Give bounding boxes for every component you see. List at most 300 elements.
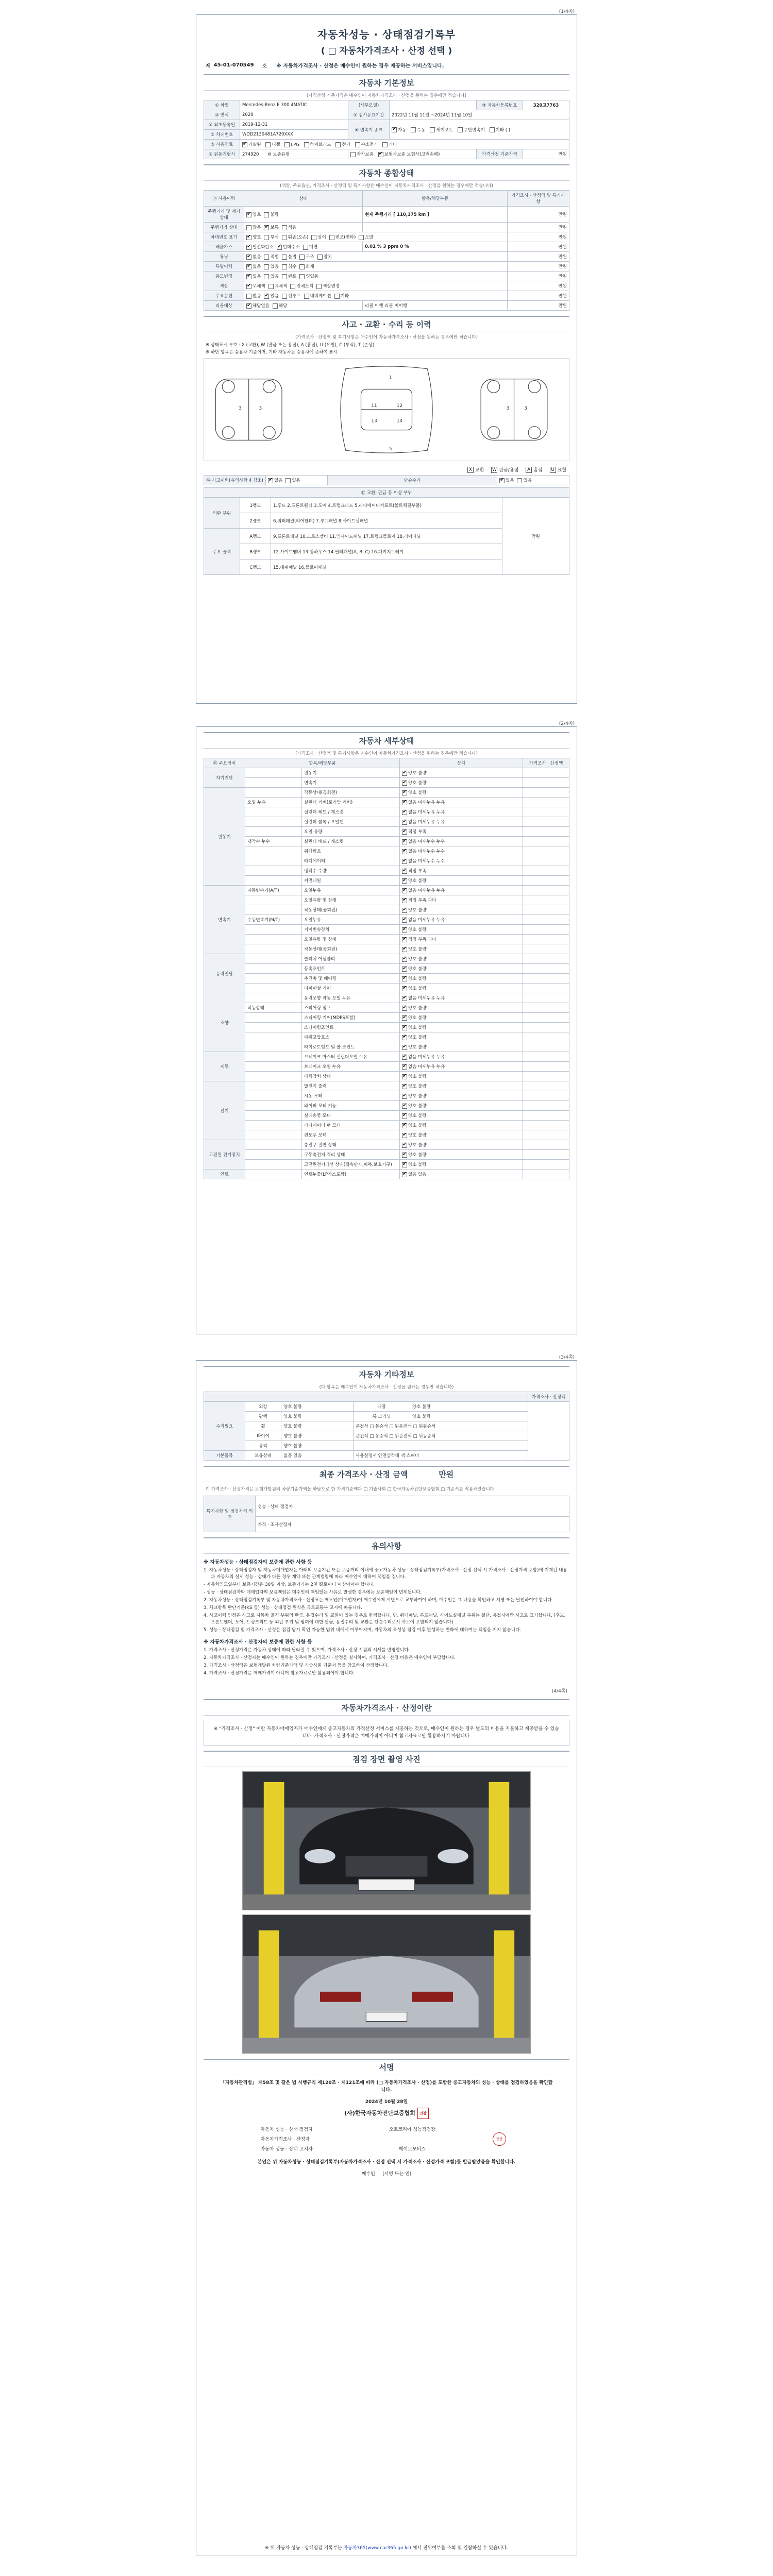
- first-reg-label: ⑤ 최초등록일: [204, 120, 240, 130]
- rank-table-header: ⑰ 교환, 판금 등 이상 부위: [204, 488, 569, 498]
- item-state: [400, 1160, 523, 1170]
- table-row: [204, 281, 569, 291]
- state-label: 없음 있음: [408, 1172, 427, 1177]
- state-label: 양호 불량: [408, 1035, 427, 1040]
- checkbox: [304, 294, 309, 299]
- inspection-valid-value: 2022년 11월 11일 ~2024년 11월 10일: [390, 110, 569, 120]
- item-name: 기어변속장치: [302, 925, 400, 935]
- checkbox: [282, 235, 287, 240]
- checkbox-checked: [402, 1113, 407, 1118]
- page-number: (2/4쪽): [559, 721, 575, 726]
- sub-label: [245, 1091, 302, 1101]
- option-label: 침수: [288, 264, 297, 269]
- option-label: 없음: [253, 294, 261, 299]
- section-title: 사고 · 교환 · 수리 등 이력: [204, 316, 569, 332]
- item-name: 오일유량 및 상태: [302, 935, 400, 944]
- svg-text:1: 1: [389, 375, 392, 381]
- option-label: 해당없음: [253, 303, 270, 309]
- checkbox-checked: [402, 1074, 407, 1079]
- checkbox-checked: [402, 937, 407, 942]
- svg-text:3: 3: [259, 406, 262, 411]
- row-label: 리콜대상: [204, 301, 244, 311]
- item-name: 실내송풍 모터: [302, 1111, 400, 1121]
- item-a: 타이어: [245, 1431, 281, 1441]
- header-notice: ※ 자동차가격조사 · 산정은 매수인이 원하는 경우 제공하는 서비스입니다.: [276, 63, 444, 69]
- state-label: 양호 불량: [408, 1045, 427, 1050]
- row-label: 주행거리 상태: [204, 223, 244, 232]
- checkbox: [246, 294, 251, 299]
- section-note: (색상, 주요옵션, 가격조사 · 산정액 및 특기사항은 매수인이 자동차가격조사 · 산정을 원하는 경우에만 적습니다): [280, 183, 493, 189]
- item-a-state: 양호 불량: [281, 1431, 354, 1441]
- state-label: 적정 부족 과다: [408, 937, 436, 942]
- page-3: [196, 1355, 577, 2555]
- sub-label: [245, 866, 302, 876]
- item-state: [400, 768, 523, 778]
- row-price: 만원: [508, 272, 569, 281]
- item-state: [400, 1101, 523, 1111]
- svg-text:3: 3: [506, 406, 510, 411]
- item-price: [523, 876, 569, 886]
- inspection-photo-rear: [242, 1914, 531, 2054]
- item-state: [400, 1003, 523, 1013]
- sub-label: [245, 964, 302, 974]
- row-label: 배출가스: [204, 242, 244, 252]
- checkbox-checked: [402, 771, 407, 776]
- table-row: [204, 1140, 569, 1150]
- sub-label: [245, 788, 302, 798]
- item-price: [523, 846, 569, 856]
- checkbox-checked: [402, 1025, 407, 1030]
- sub-label: [245, 1140, 302, 1150]
- checkbox-checked: [499, 478, 505, 483]
- checkbox: [304, 142, 309, 147]
- stamp-icon: 인장: [493, 2132, 506, 2146]
- checkbox-checked: [402, 1143, 407, 1148]
- item-b: 운전석 □ 동승석 □ 뒤운전석 □ 뒤동승석: [354, 1431, 528, 1441]
- section-note: (가격조사 · 산정액 및 특기사항은 매수인이 자동차가격조사 · 산정을 원하는 경우에만 적습니다): [295, 751, 478, 756]
- item-state: [400, 1013, 523, 1023]
- checkbox: [311, 235, 316, 240]
- checkbox: [264, 264, 269, 269]
- sub-label: [245, 993, 302, 1003]
- option-label: 영업용: [306, 274, 318, 279]
- checkbox-checked: [402, 1104, 407, 1109]
- page-number: (3/4쪽): [559, 1355, 575, 1360]
- option-label: 있음: [523, 478, 532, 483]
- item-price: [523, 1170, 569, 1179]
- col-header-price: 가격조사 · 산정액 및 특기사항: [508, 191, 569, 207]
- checkbox-checked: [402, 1035, 407, 1040]
- table-row: [204, 252, 569, 262]
- svg-text:5: 5: [389, 447, 392, 452]
- sub-label: [245, 954, 302, 964]
- section-title: 자동차가격조사 · 산정이란: [204, 1699, 569, 1716]
- checkbox-checked: [246, 235, 251, 240]
- state-label: 양호 불량: [408, 781, 427, 786]
- item-name: 워터펌프: [302, 846, 400, 856]
- legend-label: 판금/용접: [499, 468, 519, 473]
- table-row: [204, 993, 569, 1003]
- state-label: 양호 불량: [408, 878, 427, 884]
- checkbox-checked: [402, 800, 407, 805]
- option-label: 부식: [270, 235, 279, 240]
- unit-label: 고전원 전기장치: [204, 1140, 245, 1170]
- table-row: [204, 1072, 569, 1081]
- checkbox-checked: [402, 1153, 407, 1158]
- state-label: 양호 불량: [408, 967, 427, 972]
- checkbox: [382, 142, 388, 147]
- table-row: [204, 817, 569, 827]
- checkbox-checked: [246, 212, 251, 217]
- item-state: [400, 886, 523, 895]
- row-options: [244, 223, 363, 232]
- item-state: [400, 1170, 523, 1179]
- section-title: 최종 가격조사 · 산정 금액: [319, 1470, 408, 1479]
- row-label: 색상: [204, 281, 244, 291]
- opinion-inspector: 성능 · 상태 점검자 :: [256, 1496, 569, 1517]
- state-label: 양호 불량: [408, 1104, 427, 1109]
- engine-type-label: ⑨ 원동기형식: [204, 149, 240, 159]
- item-price: [523, 1150, 569, 1160]
- item-price: [523, 1130, 569, 1140]
- sub-label: [245, 935, 302, 944]
- unit-label: 조향: [204, 993, 245, 1052]
- checkbox-checked: [402, 947, 407, 952]
- table-row: [204, 915, 569, 925]
- sign-org: (사)한국자동차진단보증협회: [344, 2110, 415, 2116]
- sign-date: 2024년 10월 28일: [365, 2099, 408, 2105]
- option-label: 적음: [288, 225, 297, 230]
- option-label: 수소전기: [361, 142, 378, 147]
- checkbox-checked: [402, 976, 407, 981]
- sub-label: 작동상태: [245, 1003, 302, 1013]
- state-label: 없음 미세누수 누수: [408, 859, 445, 864]
- checkbox-checked: [402, 859, 407, 864]
- opinion-label: 특기사항 및 점검자의 의견: [204, 1496, 256, 1532]
- section-title: 점검 장면 촬영 사진: [204, 1751, 569, 1767]
- checkbox-checked: [402, 829, 407, 835]
- option-label: 하이브리드: [310, 142, 331, 147]
- checkbox-checked: [402, 1133, 407, 1138]
- item-name: 커먼레일: [302, 876, 400, 886]
- item-price: [523, 905, 569, 915]
- table-row: [204, 1431, 569, 1441]
- checkbox: [359, 235, 364, 240]
- state-label: 양호 불량: [408, 1133, 427, 1138]
- checkbox: [316, 284, 322, 289]
- inspection-valid-label: ④ 검사유효기간: [348, 110, 390, 120]
- checkbox-checked: [246, 284, 251, 289]
- model-year-label: ③ 연식: [204, 110, 240, 120]
- item-a-state: 양호 불량: [281, 1421, 354, 1431]
- table-row: [204, 846, 569, 856]
- caution-paragraph: 2. 자동차성능 · 상태점검기록부 및 자동차가격조사 · 산정표는 매도인(매매업자)이 매수인에게 서면으로 교부하여야 하며, 매수인은 그 내용을 확인하고 서명 또는 날인하여야 합니다.: [204, 1598, 553, 1603]
- checkbox-checked: [246, 303, 251, 309]
- row-options: [244, 301, 363, 311]
- unit-label: 연료: [204, 1170, 245, 1179]
- sub-label: [245, 895, 302, 905]
- caution-paragraph: 1. 자동차성능 · 상태점검자 및 자동차매매업자는 아래의 보증기간 또는 보증거리 이내에 중고자동차 성능 · 상태점검기록부(가격조사 · 산정 선택 시 가격조사 · 산정가격 포함)에 기재된 내용과 자동차의 실제 성능 · 상태가 다른 경우 계약 또는 관계법령에 따라 매수인에 대하여 책임을 집니다.: [204, 1568, 567, 1580]
- item-name: 작동상태(공회전): [302, 905, 400, 915]
- car-outline-icon: [204, 359, 569, 461]
- option-label: 자가보증: [357, 152, 374, 157]
- item-price: [523, 895, 569, 905]
- table-row: [204, 905, 569, 915]
- state-label: 양호 불량: [408, 1162, 427, 1167]
- checkbox-checked: [402, 878, 407, 884]
- final-price-title-row: [204, 1466, 569, 1482]
- svg-text:13: 13: [371, 418, 377, 424]
- opinion-appraiser: [256, 1517, 569, 1532]
- checkbox-checked: [402, 1084, 407, 1089]
- col-header-detail: 항목/해당부품: [363, 191, 508, 207]
- option-label: 네비게이션: [310, 294, 331, 299]
- row-options: [244, 232, 508, 242]
- doc-number-suffix: 호: [262, 63, 267, 69]
- option-label: 없음: [253, 264, 261, 269]
- row-label: 주행거리 및 계기상태: [204, 207, 244, 223]
- item-price: [523, 1111, 569, 1121]
- checkbox-checked: [402, 908, 407, 913]
- row-price: 만원: [508, 232, 569, 242]
- checkbox: [268, 284, 274, 289]
- checkbox: [490, 127, 495, 132]
- item-state: [400, 1111, 523, 1121]
- checkbox-checked: [402, 1015, 407, 1021]
- signer-label: 자동차 성능 · 상태 점검자: [260, 2127, 313, 2132]
- sub-label: [245, 974, 302, 984]
- option-label: 없음: [274, 478, 283, 483]
- state-label: 양호 불량: [408, 1113, 427, 1118]
- transmission-label: ⑥ 변속기 종류: [348, 120, 390, 140]
- state-label: 양호 불량: [408, 976, 427, 981]
- legend-item: [491, 466, 518, 473]
- sub-label: [245, 768, 302, 778]
- col-header-state: 상태: [400, 758, 523, 768]
- page-2: [196, 721, 577, 1334]
- option-label: 있음: [270, 294, 279, 299]
- table-row: [204, 856, 569, 866]
- buyer-sign: (서명 또는 인): [382, 2172, 412, 2177]
- state-label: 없음 미세누유 누유: [408, 1064, 445, 1070]
- legend-label: 교환: [475, 468, 484, 473]
- item-state: [400, 1150, 523, 1160]
- option-label: 보험사보증 보험사(고려손해): [384, 152, 440, 157]
- final-opinion-table: [204, 1496, 569, 1532]
- item-name: 냉각수 수량: [302, 866, 400, 876]
- sub-label: [245, 905, 302, 915]
- item-state: [400, 876, 523, 886]
- table-row: [204, 1013, 569, 1023]
- option-label: 도말: [365, 235, 374, 240]
- table-row: [204, 1412, 569, 1421]
- table-row: [204, 788, 569, 798]
- item-b: 내장: [354, 1402, 410, 1412]
- signer-label: 자동차 성능 · 상태 고지자: [260, 2147, 313, 2152]
- item-a-state: 없음 있음: [281, 1451, 354, 1461]
- checkbox: [517, 478, 522, 483]
- item-state: [400, 954, 523, 964]
- sub-label: [245, 1111, 302, 1121]
- option-label: 양호: [253, 235, 261, 240]
- row-label: 특별이력: [204, 262, 244, 272]
- option-label: 불법: [288, 255, 297, 260]
- checkbox: [430, 127, 435, 132]
- legend-label: 흠집: [533, 468, 543, 473]
- rank-price: 만원: [502, 498, 569, 575]
- item-b-empty: [354, 1441, 528, 1451]
- item-name: 와이퍼 모터 기능: [302, 1101, 400, 1111]
- buyer-line: [204, 2170, 569, 2177]
- item-state: [400, 1023, 523, 1032]
- checkbox: [335, 142, 341, 147]
- checkbox-checked: [277, 245, 282, 250]
- unit-label: 변속기: [204, 886, 245, 954]
- item-state: [400, 856, 523, 866]
- item-name: 디퍼렌셜 기어: [302, 984, 400, 993]
- item-price: [523, 788, 569, 798]
- final-price-unit: 만원: [439, 1470, 454, 1479]
- caution-paragraph: - 성능 · 상태점검자와 매매업자의 보증책임은 매수인의 책임있는 사유로 발생한 경우에는 보증책임이 면제됩니다.: [204, 1590, 422, 1595]
- inspection-photo-front: [242, 1771, 531, 1910]
- scratch-icon: A: [526, 467, 532, 473]
- item-price: [523, 1160, 569, 1170]
- item-name: 실린더 헤드 / 개스킷: [302, 807, 400, 817]
- checkbox-checked: [402, 996, 407, 1001]
- caution-heading-2: ※ 자동차가격조사 · 산정자의 보증에 관한 사항 등: [204, 1639, 312, 1645]
- sub-label: [245, 846, 302, 856]
- state-label: 양호 불량: [408, 1143, 427, 1148]
- final-price-desc: 이 가격조사 · 산정가격은 보험개발원의 차량기준가액을 바탕으로 한 가격기준액과 □ 기술사회 □ 한국자동차진단보증협회 □ 기준서를 적용하였습니다.: [206, 1487, 496, 1492]
- table-row: [204, 944, 569, 954]
- option-label: 렌트: [288, 274, 297, 279]
- checkbox: [350, 152, 356, 157]
- col-header-item: ⑪ 사용이력: [204, 191, 244, 207]
- item-price: [523, 1140, 569, 1150]
- doc-no-label: 제: [206, 63, 211, 69]
- item-a: 휠: [245, 1421, 281, 1431]
- item-state: [400, 1072, 523, 1081]
- row-options: [244, 252, 508, 262]
- item-price: [523, 817, 569, 827]
- item-state: [400, 964, 523, 974]
- rank-label: C랭크: [240, 560, 271, 575]
- item-name: 스티어링조인트: [302, 1023, 400, 1032]
- state-label: 적정 부족: [408, 829, 427, 835]
- checkbox-checked: [402, 810, 407, 815]
- warranty-options: [348, 149, 477, 159]
- caution-paragraph: 1. 가격조사 · 산정가격은 자동차 상태에 따라 달라질 수 있으며, 가격조사 · 산정 시점의 시세를 반영합니다.: [204, 1648, 410, 1653]
- item-name: 클러치 어셈블리: [302, 954, 400, 964]
- option-label: 선루프: [288, 294, 301, 299]
- row-detail: [363, 223, 508, 232]
- accident-history-label: ⑯ 사고이력(유의사항 4 참조): [204, 476, 266, 485]
- state-label: 양호 불량: [408, 986, 427, 991]
- sub-label: 오일 누유: [245, 798, 302, 807]
- state-label: 양호 불량: [408, 1084, 427, 1089]
- table-row: [204, 1042, 569, 1052]
- table-row: [204, 876, 569, 886]
- table-row: [204, 1150, 569, 1160]
- table-row: [204, 1111, 569, 1121]
- table-row: [204, 242, 569, 252]
- option-label: 상이: [317, 235, 326, 240]
- rank-label: 2랭크: [240, 513, 271, 529]
- other-price-cell: [528, 1402, 569, 1461]
- checkbox: [290, 284, 295, 289]
- col-header-unit: ⑱ 주요장치: [204, 758, 245, 768]
- item-state: [400, 935, 523, 944]
- checkbox-checked: [402, 986, 407, 991]
- rank-items: 9.프론트패널 10.크로스멤버 11.인사이드패널 17.트렁크플로어 18.리어패널: [271, 529, 502, 544]
- sub-label: 냉각수 누수: [245, 837, 302, 846]
- sub-label: [245, 827, 302, 837]
- legend-note: ※ 상태표시 부호 : X (교환), W (판금 또는 용접), A (흠집), U (요철), C (부식), T (손상): [206, 343, 375, 348]
- item-name: 오일누유: [302, 915, 400, 925]
- table-row: [204, 974, 569, 984]
- section-title: 자동차 종합상태: [204, 164, 569, 181]
- checkbox-checked: [264, 225, 269, 230]
- item-price: [523, 1062, 569, 1072]
- table-row: [204, 291, 569, 301]
- checkbox-checked: [402, 888, 407, 893]
- table-row: [204, 807, 569, 817]
- table-row: [204, 1451, 569, 1461]
- caution-paragraph: 4. 사고이력 인정은 사고로 자동차 골격 부위의 판금, 용접수리 및 교환이 있는 경우로 한정합니다. 단, 쿼터패널, 루프패널, 사이드실패널 부위는 절단, 용접시에만 사고로 표기합니다. (후드, 프론트휀더, 도어, 트렁크리드 등 외판 부위 및 범퍼에 대한 판금, 용접수리 및 교환은 단순수리로서 사고에 포함되지 않습니다): [204, 1613, 566, 1625]
- row-options: [244, 272, 508, 281]
- outer-panel-label: 외판 부위: [204, 498, 240, 529]
- simple-repair-options: [497, 476, 569, 485]
- footer-text: ※ 위 자동차 성능 · 상태점검 기록부는: [265, 2546, 344, 2551]
- option-label: 전체도색: [296, 284, 314, 289]
- item-name: 브레이크 오일 누유: [302, 1062, 400, 1072]
- option-label: 있음: [270, 264, 279, 269]
- car365-link[interactable]: 자동차365(www.car365.go.kr): [343, 2546, 411, 2551]
- row-price: 만원: [508, 281, 569, 291]
- engine-type-text: 274920: [242, 152, 259, 157]
- table-row: [204, 223, 569, 232]
- col-header-item: 항목/해당부품: [245, 758, 400, 768]
- table-row: [204, 935, 569, 944]
- item-name: 타이로드엔드 및 볼 조인트: [302, 1042, 400, 1052]
- table-row: [204, 232, 569, 242]
- checkbox: [265, 142, 271, 147]
- item-state: [400, 788, 523, 798]
- item-price: [523, 993, 569, 1003]
- table-row: [204, 895, 569, 905]
- section-title: 자동차 기타정보: [204, 1366, 569, 1382]
- option-label: 구조: [306, 255, 314, 260]
- checkbox: [246, 225, 251, 230]
- checkbox-checked: [402, 820, 407, 825]
- checkbox: [299, 264, 305, 269]
- footer: [196, 2544, 577, 2551]
- row-detail: 0.01 % 3 ppm 0 %: [363, 242, 508, 252]
- option-label: 기타: [340, 294, 349, 299]
- item-name: 오일누유: [302, 886, 400, 895]
- car-rear-photo-icon: [243, 1915, 530, 2053]
- dent-icon: U: [550, 467, 556, 473]
- signer-value: 메이트모터스: [398, 2147, 426, 2152]
- sign-statement: 「자동차관리법」 제58조 및 같은 법 시행규칙 제120조 · 제121조에 따라 (□ 자동차가격조사 · 산정)를 포함한 중고자동차의 성능 · 상태를 점검하였음을 확인합니다.: [220, 2080, 553, 2093]
- item-state: [400, 1052, 523, 1062]
- checkbox: [282, 255, 287, 260]
- signer-stamp: [484, 2124, 515, 2154]
- option-label: 화재: [306, 264, 314, 269]
- row-options: [244, 262, 508, 272]
- row-price: 만원: [508, 223, 569, 232]
- option-label: 디젤: [272, 142, 280, 147]
